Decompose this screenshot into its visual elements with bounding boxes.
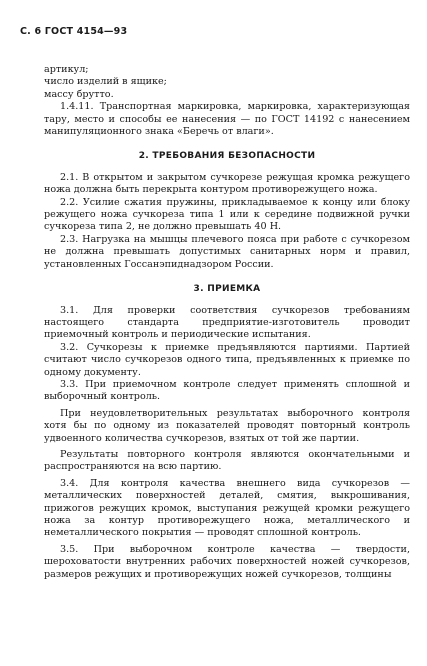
paragraph-3-5: 3.5. При выборочном контроле качества — твердости, шероховатости внутренних рабочих поверхностей ножей сучкорезов, размеров режущих и противорежущих ножей сучкорезов, толщины <box>44 543 410 580</box>
paragraph-3-2: 3.2. Сучкорезы к приемке предъявляются партиями. Партией считают число сучкорезов одного типа, предъявленных к приемке по одному документу. <box>44 341 410 378</box>
paragraph-2-1: 2.1. В открытом и закрытом сучкорезе режущая кромка режущего ножа должна быть перекрыта контуром противорежущего ножа. <box>44 171 410 196</box>
running-head: С. 6 ГОСТ 4154—93 <box>20 26 128 37</box>
paragraph-3-4: 3.4. Для контроля качества внешнего вида сучкорезов — металлических поверхностей деталей, смятия, выкрошивания, прижогов режущих кромок, выступания режущей кромки режущего ножа за контур противорежущего ножа, металлического и неметаллического покрытия — проводят сплошной контроль. <box>44 477 410 539</box>
list-item: массу брутто. <box>44 88 114 100</box>
paragraph-2-2: 2.2. Усилие сжатия пружины, прикладываемое к концу или блоку режущего ножа сучкореза типа 1 или к середине подвижной ручки сучкореза типа 2, не должно превышать 40 Н. <box>44 196 410 233</box>
paragraph-2-3: 2.3. Нагрузка на мышцы плечевого пояса при работе с сучкорезом не должна превышать допустимых санитарных норм и правил, установленных Госсанэпиднадзором России. <box>44 233 410 270</box>
paragraph-1-4-11: 1.4.11. Транспортная маркировка, маркировка, характеризующая тару, место и способы ее нанесения — по ГОСТ 14192 с нанесением манипуляционного знака «Беречь от влаги». <box>44 101 410 138</box>
list-item: число изделий в ящике; <box>44 76 167 88</box>
paragraph-3-3-result: Результаты повторного контроля являются окончательными и распространяются на всю партию. <box>44 448 410 473</box>
list-items <box>44 64 410 101</box>
paragraph-3-1: 3.1. Для проверки соответствия сучкорезов требованиям настоящего стандарта предприятие-изготовитель проводит приемочный контроль и периодические испытания. <box>44 304 410 341</box>
paragraph-3-3: 3.3. При приемочном контроле следует применять сплошной и выборочный контроль. <box>44 378 410 403</box>
section-3-title: 3. ПРИЕМКА <box>193 284 261 295</box>
paragraph-3-3-repeat: При неудовлетворительных результатах выборочного контроля хотя бы по одному из показателей проводят повторный контроль удвоенного количества сучкорезов, взятых от той же партии. <box>44 407 410 444</box>
document-body <box>44 64 410 581</box>
section-2-title: 2. ТРЕБОВАНИЯ БЕЗОПАСНОСТИ <box>138 151 316 162</box>
list-item: артикул; <box>44 64 89 75</box>
